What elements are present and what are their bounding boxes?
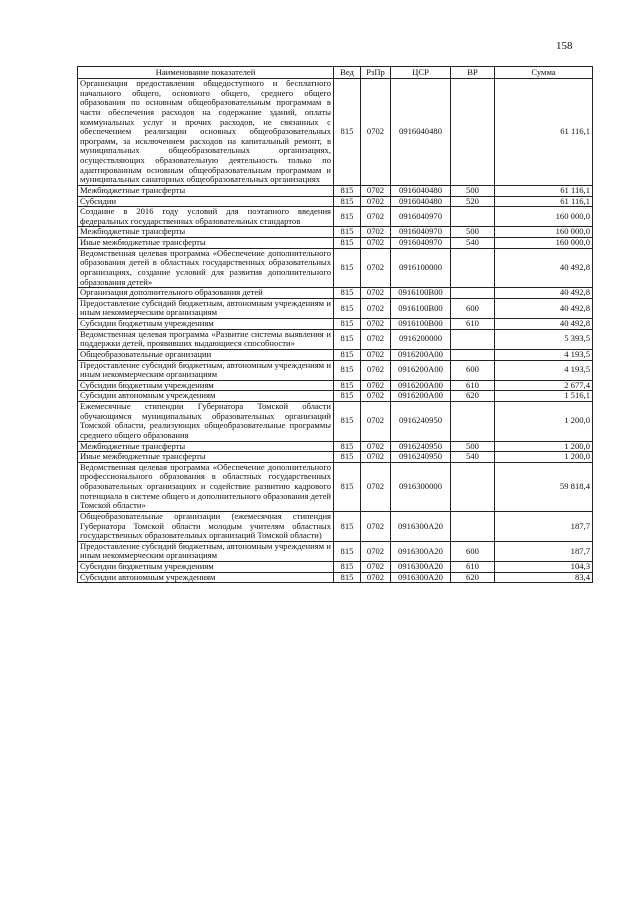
cell-ved: 815 [334,391,361,402]
cell-csr: 0916100В00 [391,319,451,330]
cell-csr: 0916200А00 [391,391,451,402]
cell-rzpr: 0702 [361,79,391,186]
cell-sum: 59 818,4 [495,462,593,511]
cell-name: Предоставление субсидий бюджетным, автономным учреждениям и иным некоммерческим организациям [78,360,334,380]
cell-ved: 815 [334,288,361,299]
cell-vr [451,329,495,349]
cell-csr: 0916300А20 [391,511,451,541]
table-row [78,562,593,573]
cell-csr: 0916240950 [391,441,451,452]
cell-ved: 815 [334,196,361,207]
cell-rzpr: 0702 [361,319,391,330]
table-row [78,349,593,360]
table-body [78,79,593,583]
cell-name: Субсидии бюджетным учреждениям [78,562,334,573]
table-row [78,185,593,196]
header-sum: Сумма [495,67,593,79]
cell-rzpr: 0702 [361,402,391,442]
cell-csr: 0916300А20 [391,572,451,583]
cell-sum: 61 116,1 [495,79,593,186]
cell-sum: 40 492,8 [495,288,593,299]
cell-ved: 815 [334,349,361,360]
cell-name: Иные межбюджетные трансферты [78,238,334,249]
cell-csr: 0916200А00 [391,360,451,380]
cell-csr: 0916300А20 [391,541,451,561]
cell-vr [451,511,495,541]
table-row [78,360,593,380]
cell-name: Субсидии бюджетным учреждениям [78,319,334,330]
cell-name: Субсидии бюджетным учреждениям [78,380,334,391]
cell-rzpr: 0702 [361,298,391,318]
cell-ved: 815 [334,572,361,583]
cell-sum: 187,7 [495,511,593,541]
cell-sum: 61 116,1 [495,196,593,207]
cell-sum: 1 200,0 [495,452,593,463]
table-row [78,238,593,249]
cell-sum: 1 200,0 [495,441,593,452]
cell-ved: 815 [334,298,361,318]
cell-name: Ведомственная целевая программа «Обеспечение дополнительного образования детей в областных государственных образовательных организациях, создание условий для развития дополнительного образования детей» [78,248,334,288]
cell-name: Ведомственная целевая программа «Обеспечение дополнительного профессионального образования в областных государственных образовательных организациях и содействие развитию кадрового потенциала в системе общего и дополнительного образования детей Томской области» [78,462,334,511]
cell-rzpr: 0702 [361,562,391,573]
cell-ved: 815 [334,79,361,186]
cell-name: Ежемесячные стипендии Губернатора Томской области обучающимся муниципальных образовательных организаций Томской области, реализующих общеобразовательные программы среднего общего образования [78,402,334,442]
cell-sum: 4 193,5 [495,360,593,380]
cell-vr [451,207,495,227]
table-row [78,391,593,402]
cell-rzpr: 0702 [361,207,391,227]
cell-sum: 2 677,4 [495,380,593,391]
cell-vr [451,248,495,288]
table-row [78,329,593,349]
cell-vr: 610 [451,319,495,330]
cell-vr: 620 [451,572,495,583]
cell-name: Иные межбюджетные трансферты [78,452,334,463]
cell-sum: 5 393,5 [495,329,593,349]
cell-vr: 500 [451,441,495,452]
cell-ved: 815 [334,185,361,196]
cell-rzpr: 0702 [361,572,391,583]
cell-name: Межбюджетные трансферты [78,441,334,452]
cell-csr: 0916240950 [391,452,451,463]
cell-rzpr: 0702 [361,238,391,249]
cell-rzpr: 0702 [361,441,391,452]
cell-rzpr: 0702 [361,541,391,561]
cell-sum: 83,4 [495,572,593,583]
cell-csr: 0916100В00 [391,298,451,318]
cell-sum: 187,7 [495,541,593,561]
cell-ved: 815 [334,462,361,511]
cell-rzpr: 0702 [361,360,391,380]
cell-name: Общеобразовательные организации (ежемесячная стипендия Губернатора Томской области молодым учителям областных государственных образовательных организаций Томской области) [78,511,334,541]
cell-ved: 815 [334,360,361,380]
cell-name: Предоставление субсидий бюджетным, автономным учреждениям и иным некоммерческим организациям [78,298,334,318]
cell-csr: 0916240950 [391,402,451,442]
cell-ved: 815 [334,402,361,442]
table-row [78,441,593,452]
cell-vr [451,349,495,360]
cell-csr: 0916040480 [391,196,451,207]
cell-csr: 0916040970 [391,238,451,249]
cell-vr: 610 [451,562,495,573]
cell-ved: 815 [334,207,361,227]
header-rzpr: РзПр [361,67,391,79]
cell-csr: 0916040970 [391,227,451,238]
cell-vr [451,462,495,511]
cell-ved: 815 [334,380,361,391]
cell-csr: 0916300000 [391,462,451,511]
cell-sum: 160 000,0 [495,238,593,249]
cell-rzpr: 0702 [361,288,391,299]
cell-vr: 600 [451,360,495,380]
budget-table [77,66,593,583]
table-row [78,462,593,511]
cell-sum: 160 000,0 [495,227,593,238]
cell-vr: 600 [451,298,495,318]
cell-rzpr: 0702 [361,248,391,288]
cell-sum: 1 516,1 [495,391,593,402]
cell-vr [451,79,495,186]
cell-vr: 520 [451,196,495,207]
cell-csr: 0916040480 [391,185,451,196]
header-vr: ВР [451,67,495,79]
table-row [78,227,593,238]
cell-ved: 815 [334,562,361,573]
cell-ved: 815 [334,452,361,463]
cell-vr: 540 [451,452,495,463]
cell-sum: 61 116,1 [495,185,593,196]
table-row [78,572,593,583]
table-row [78,79,593,186]
table-row [78,288,593,299]
table-row [78,541,593,561]
cell-ved: 815 [334,227,361,238]
table-row [78,402,593,442]
cell-name: Общеобразовательные организации [78,349,334,360]
cell-csr: 0916040970 [391,207,451,227]
cell-ved: 815 [334,541,361,561]
cell-csr: 0916300А20 [391,562,451,573]
cell-vr [451,288,495,299]
cell-sum: 4 193,5 [495,349,593,360]
cell-rzpr: 0702 [361,462,391,511]
cell-sum: 40 492,8 [495,319,593,330]
table-row [78,380,593,391]
cell-rzpr: 0702 [361,227,391,238]
cell-name: Межбюджетные трансферты [78,185,334,196]
cell-ved: 815 [334,248,361,288]
cell-vr: 540 [451,238,495,249]
cell-ved: 815 [334,238,361,249]
cell-rzpr: 0702 [361,380,391,391]
table-row [78,511,593,541]
cell-name: Субсидии автономным учреждениям [78,391,334,402]
cell-sum: 104,3 [495,562,593,573]
table-header-row [78,67,593,79]
cell-vr: 610 [451,380,495,391]
cell-ved: 815 [334,319,361,330]
table-row [78,248,593,288]
cell-vr: 500 [451,185,495,196]
cell-vr: 500 [451,227,495,238]
cell-sum: 40 492,8 [495,248,593,288]
cell-sum: 160 000,0 [495,207,593,227]
cell-sum: 40 492,8 [495,298,593,318]
cell-name: Организация дополнительного образования детей [78,288,334,299]
cell-ved: 815 [334,441,361,452]
cell-name: Организация предоставления общедоступного и бесплатного начального общего, основного общего, среднего общего образования по основным общеобразовательным программам в части обеспечения расходов на содержание зданий, оплаты коммунальных услуг и прочих расходов, не связанных с обеспечением реализации основных общеобразовательных программ, за исключением расходов на капитальный ремонт, в муниципальных общеобразовательных организациях, осуществляющих образовательную деятельность только по адаптированным основным общеобразовательным программам и муниципальных санаторных общеобразовательных организациях [78,79,334,186]
cell-name: Создание в 2016 году условий для поэтапного введения федеральных государственных образовательных стандартов [78,207,334,227]
cell-csr: 0916200А00 [391,349,451,360]
table-row [78,207,593,227]
cell-name: Субсидии автономным учреждениям [78,572,334,583]
cell-ved: 815 [334,511,361,541]
cell-vr [451,402,495,442]
cell-ved: 815 [334,329,361,349]
cell-rzpr: 0702 [361,452,391,463]
table-row [78,452,593,463]
cell-csr: 0916100В00 [391,288,451,299]
cell-rzpr: 0702 [361,511,391,541]
cell-rzpr: 0702 [361,391,391,402]
cell-name: Ведомственная целевая программа «Развитие системы выявления и поддержки детей, проявивших выдающиеся способности» [78,329,334,349]
cell-vr: 620 [451,391,495,402]
cell-name: Межбюджетные трансферты [78,227,334,238]
cell-sum: 1 200,0 [495,402,593,442]
cell-name: Предоставление субсидий бюджетным, автономным учреждениям и иным некоммерческим организациям [78,541,334,561]
header-name: Наименование показателей [78,67,334,79]
cell-rzpr: 0702 [361,349,391,360]
cell-csr: 0916200А00 [391,380,451,391]
cell-rzpr: 0702 [361,196,391,207]
page-number: 158 [556,40,573,52]
table-row [78,298,593,318]
cell-vr: 600 [451,541,495,561]
cell-rzpr: 0702 [361,329,391,349]
header-csr: ЦСР [391,67,451,79]
header-ved: Вед [334,67,361,79]
cell-csr: 0916100000 [391,248,451,288]
cell-name: Субсидии [78,196,334,207]
cell-csr: 0916040480 [391,79,451,186]
table-row [78,196,593,207]
table-row [78,319,593,330]
cell-rzpr: 0702 [361,185,391,196]
cell-csr: 0916200000 [391,329,451,349]
